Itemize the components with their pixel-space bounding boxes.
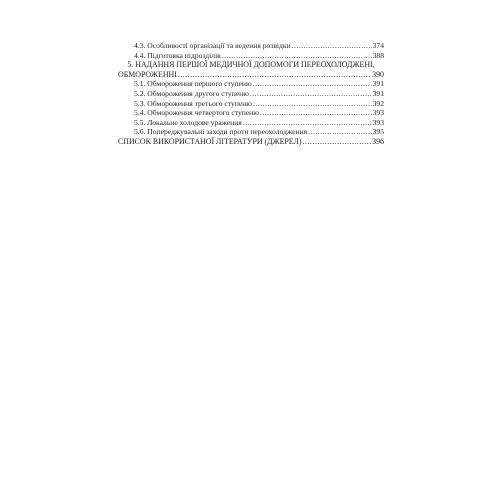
toc-entry-page: 393 — [372, 108, 384, 118]
toc-entry-5-1 — [118, 79, 384, 89]
toc-entry-page: 391 — [372, 79, 384, 89]
toc-entry-title: 5.5. Локальне холодове ураження — [134, 117, 242, 127]
toc-entry-title: 5.3. Обмороження третього ступеню — [134, 98, 252, 108]
dot-leader — [260, 108, 372, 118]
dot-leader — [292, 41, 372, 51]
toc-entry-page: 391 — [372, 88, 384, 98]
dot-leader — [253, 79, 372, 89]
toc-entry-page: 395 — [372, 127, 384, 137]
toc-entry-5-2 — [118, 89, 384, 99]
dot-leader — [178, 70, 371, 80]
toc-entry-5 — [118, 60, 384, 79]
dot-leader — [303, 137, 372, 147]
toc-entry-page: 390 — [372, 69, 384, 79]
toc-entry-title: СПИСОК ВИКОРИСТАНОЇ ЛІТЕРАТУРИ (ДЖЕРЕЛ) — [118, 136, 302, 146]
toc-entry-title: 5.4. Обмороження четвертого ступеню — [134, 108, 259, 118]
toc-entry-4-4 — [118, 51, 384, 61]
toc-entry-title: 5.1. Обмороження першого ступеню — [134, 79, 252, 89]
toc-entry-page: 392 — [372, 98, 384, 108]
dot-leader — [308, 127, 371, 137]
toc-entry-page: 393 — [372, 117, 384, 127]
toc-entry-5-5 — [118, 118, 384, 128]
toc-entry-5-3 — [118, 99, 384, 109]
toc-entry-title: 4.4. Підготовка підрозділів — [134, 50, 221, 60]
toc-entry-5-6 — [118, 127, 384, 137]
dot-leader — [253, 99, 372, 109]
toc-entry-references — [118, 137, 384, 147]
toc-entry-title-line1: 5. НАДАННЯ ПЕРШОЇ МЕДИЧНОЇ ДОПОМОГИ ПЕРЕОХОЛОДЖЕНІ, — [127, 60, 375, 70]
toc-entry-title: 5.6. Попереджувальні заходи проти переохолодження — [134, 127, 308, 137]
table-of-contents — [118, 41, 384, 147]
toc-entry-page: 396 — [372, 136, 384, 146]
dot-leader — [250, 89, 372, 99]
toc-entry-5-4 — [118, 108, 384, 118]
toc-entry-page: 388 — [372, 50, 384, 60]
toc-entry-4-3 — [118, 41, 384, 51]
dot-leader — [243, 118, 372, 128]
toc-entry-title: 4.3. Особливості організації та ведення розвідки — [134, 41, 291, 50]
toc-entry-title: 5.2. Обмороження другого ступеню — [134, 88, 249, 98]
dot-leader — [222, 51, 372, 61]
toc-entry-title: ОБМОРОЖЕННІ — [118, 69, 177, 79]
toc-entry-page: 374 — [372, 41, 384, 50]
